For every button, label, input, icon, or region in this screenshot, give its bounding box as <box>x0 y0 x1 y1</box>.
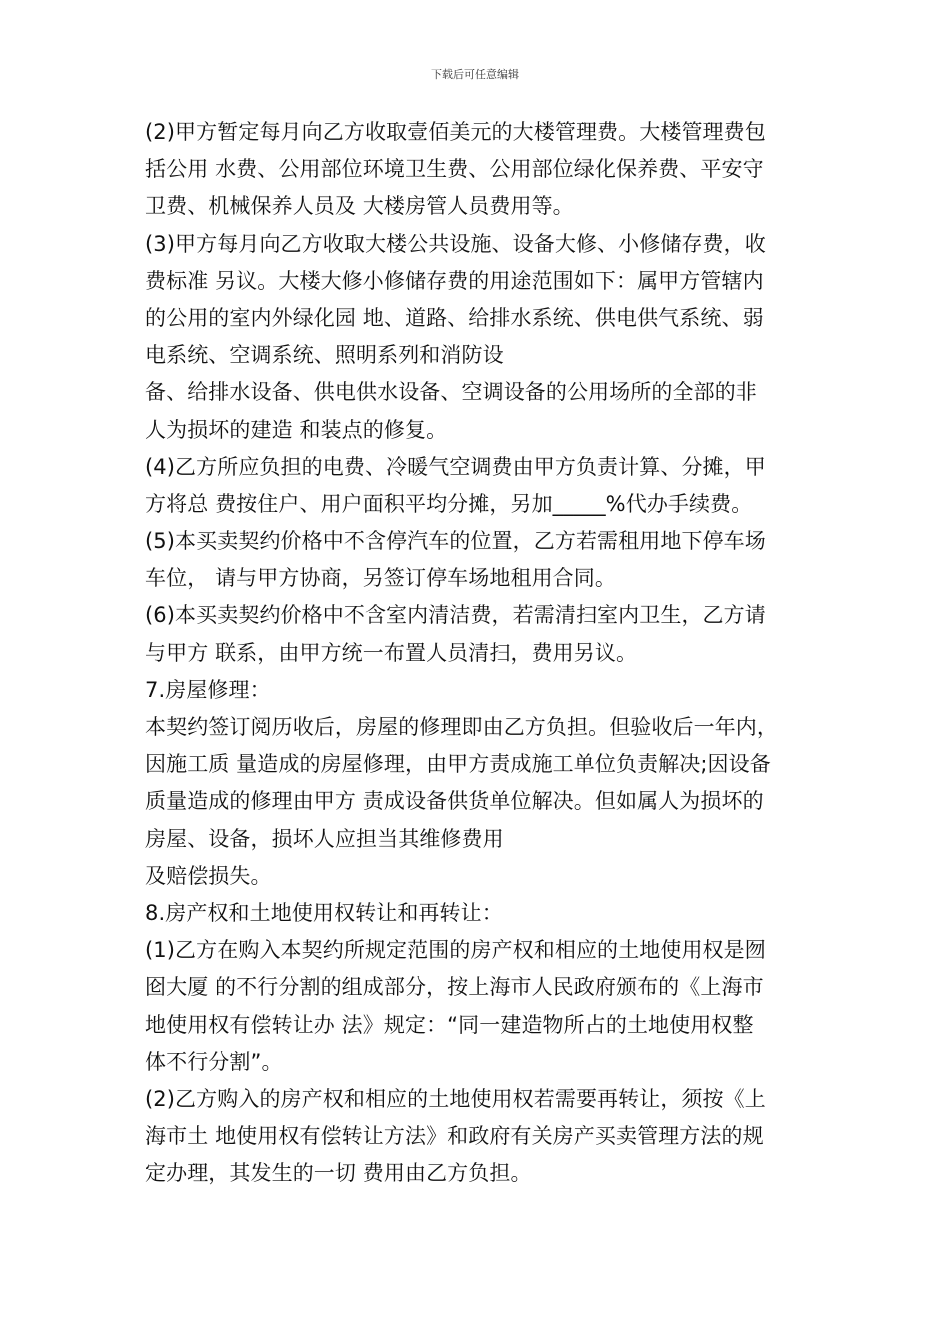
text-line: 卫费、机械保养人员及 大楼房管人员费用等。 <box>145 194 574 219</box>
text-line: 电系统、空调系统、照明系列和消防设 <box>145 343 504 368</box>
text-line: 海市土 地使用权有偿转让方法》和政府有关房产买卖管理方法的规 <box>145 1124 764 1149</box>
text-line: (2)甲方暂定每月向乙方收取壹佰美元的大楼管理费。大楼管理费包 <box>145 120 766 144</box>
text-line: (6)本买卖契约价格中不含室内清洁费，若需清扫室内卫生，乙方请 <box>145 603 766 628</box>
text-line: 定办理，其发生的一切 费用由乙方负担。 <box>145 1161 532 1186</box>
text-line: 因施工质 量造成的房屋修理，由甲方责成施工单位负责解决;因设备 <box>145 752 771 777</box>
section-heading: 8.房产权和土地使用权转让和再转让： <box>145 900 503 925</box>
text-line: 质量造成的修理由甲方 责成设备供货单位解决。但如属人为损坏的 <box>145 789 764 814</box>
page-header-note: 下载后可任意编辑 <box>431 68 519 81</box>
document-body <box>145 114 810 1192</box>
section-heading: 7.房屋修理： <box>145 677 271 702</box>
text-line: (2)乙方购入的房产权和相应的土地使用权若需要再转让，须按《上 <box>145 1086 766 1111</box>
text-line: 方将总 费按住户、用户面积平均分摊，另加_____%代办手续费。 <box>145 491 753 516</box>
text-line: 房屋、设备，损坏人应担当其维修费用 <box>145 826 504 851</box>
text-line: 费标准 另议。大楼大修小修储存费的用途范围如下：属甲方管辖内 <box>145 268 764 293</box>
text-line: 的公用的室内外绿化园 地、道路、给排水系统、供电供气系统、弱 <box>145 305 764 330</box>
text-line: 囵大厦 的不行分割的组成部分，按上海市人民政府颁布的《上海市 <box>145 975 764 1000</box>
text-line: 人为损坏的建造 和装点的修复。 <box>145 417 448 442</box>
text-line: 及赔偿损失。 <box>145 863 272 888</box>
text-line: 地使用权有偿转让办 法》规定：“同一建造物所占的土地使用权整 <box>145 1012 754 1037</box>
text-line: 本契约签订阅历收后，房屋的修理即由乙方负担。但验收后一年内， <box>145 715 778 739</box>
text-line: (3)甲方每月向乙方收取大楼公共设施、设备大修、小修储存费，收 <box>145 231 766 256</box>
text-line: (4)乙方所应负担的电费、冷暖气空调费由甲方负责计算、分摊，甲 <box>145 454 766 479</box>
text-line: 体不行分割”。 <box>145 1049 283 1074</box>
text-line: 备、给排水设备、供电供水设备、空调设备的公用场所的全部的非 <box>145 380 757 405</box>
text-line: (1)乙方在购入本契约所规定范围的房产权和相应的土地使用权是囫 <box>145 938 766 963</box>
text-line: 与甲方 联系，由甲方统一布置人员清扫，费用另议。 <box>145 640 638 665</box>
text-line: 括公用 水费、公用部位环境卫生费、公用部位绿化保养费、平安守 <box>145 157 764 182</box>
text-line: (5)本买卖契约价格中不含停汽车的位置，乙方若需租用地下停车场 <box>145 529 766 554</box>
text-line: 车位， 请与甲方协商，另签订停车场地租用合同。 <box>145 566 616 591</box>
